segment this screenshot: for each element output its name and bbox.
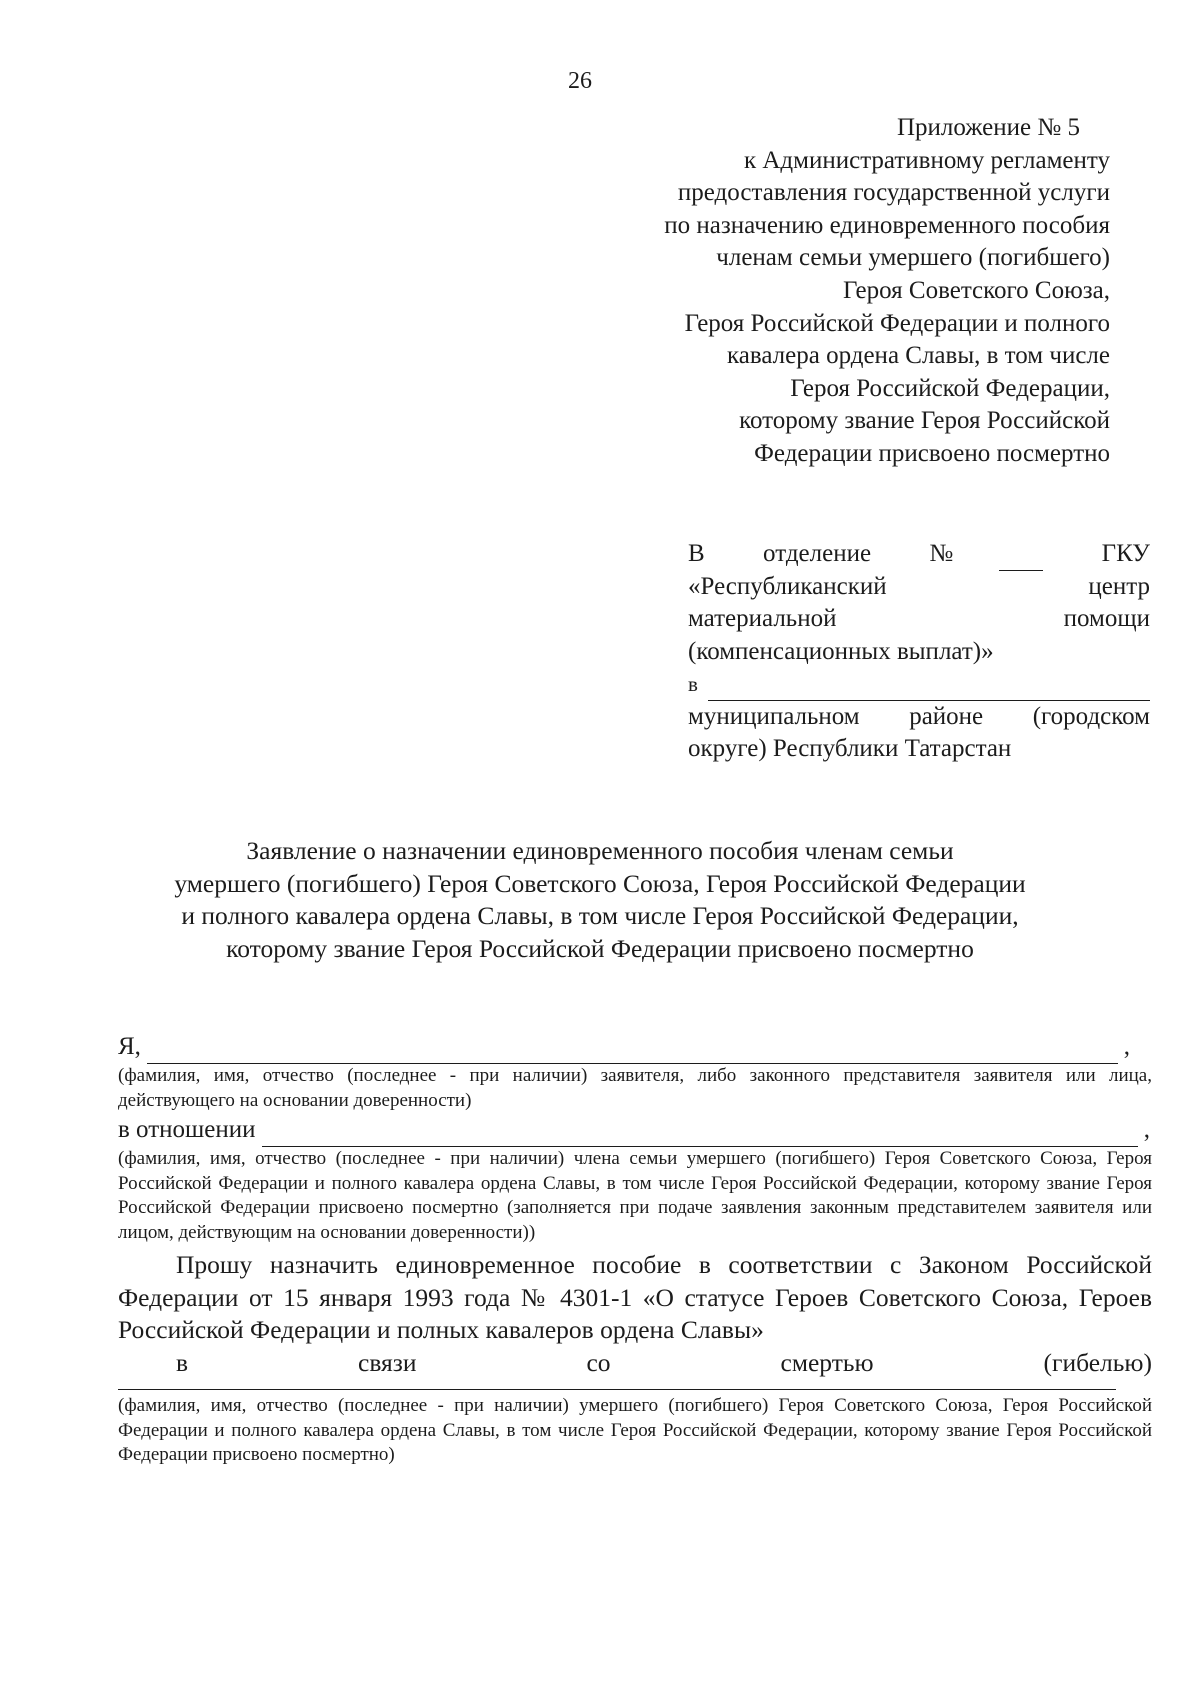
appendix-line: предоставления государственной услуги (677, 179, 1110, 207)
relation-note: (фамилия, имя, отчество (последнее - при наличии) члена семьи умершего (погибшего) Героя Советского Союза, Героя Российской Федерации и полного кавалера ордена Славы, в том числе Героя Российской Федерации, которому звание Героя Российской Федерации присвоено посмертно (заполняется при подаче заявления законным представителем заявителя или лицом, действующим на основании доверенности)) (118, 1148, 1152, 1243)
relation-comma: , (1143, 1116, 1150, 1143)
page-number: 26 (568, 68, 592, 94)
addressee-word: помощи (1063, 605, 1150, 632)
appendix-line: которому звание Героя Российской (739, 407, 1110, 435)
appendix-line: кавалера ордена Славы, в том числе (727, 342, 1110, 370)
applicant-comma: , (1123, 1033, 1130, 1060)
title-line: умершего (погибшего) Героя Советского Союза, Героя Российской Федерации (174, 868, 1026, 898)
addressee-line-6 (688, 701, 1150, 734)
addressee-word: отделение (763, 540, 872, 567)
deceased-name-field[interactable] (118, 1379, 1116, 1390)
appendix-line: к Административному регламенту (743, 146, 1110, 174)
deceased-note: (фамилия, имя, отчество (последнее - при наличии) умершего (погибшего) Героя Советского Союза, Героя Российской Федерации и полного кавалера ордена Славы, в том числе Героя Российской Федерации, которому звание Героя Российской Федерации присвоено посмертно) (118, 1395, 1152, 1465)
death-word: связи (358, 1347, 417, 1377)
addressee-word: центр (1088, 572, 1150, 600)
applicant-note: (фамилия, имя, отчество (последнее - при наличии) заявителя, либо законного представителя заявителя или лица, действующего на основании доверенности) (118, 1065, 1152, 1111)
title-line: которому звание Героя Российской Федерации присвоено посмертно (226, 933, 974, 963)
title-line: и полного кавалера ордена Славы, в том числе Героя Российской Федерации, (181, 901, 1019, 930)
application-form (118, 1030, 1152, 1468)
appendix-line: Федерации присвоено посмертно (754, 439, 1110, 467)
addressee-line-5 (688, 668, 1150, 701)
death-word: со (586, 1347, 611, 1377)
applicant-name-field[interactable] (147, 1037, 1118, 1064)
appendix-line: по назначению единовременного пособия (664, 211, 1110, 239)
addressee-block (688, 538, 1150, 766)
death-line (118, 1347, 1152, 1380)
death-word: смертью (780, 1347, 874, 1377)
addressee-line-7: округе) Республики Татарстан (688, 735, 1012, 762)
appendix-line: Приложение № 5 (896, 114, 1080, 141)
addressee-word: «Республиканский (688, 572, 887, 600)
relation-prefix: в отношении (118, 1116, 256, 1143)
addressee-word: материальной (688, 605, 837, 632)
death-word: (гибелью) (1043, 1347, 1152, 1377)
family-member-name-field[interactable] (262, 1120, 1138, 1147)
municipality-field[interactable] (708, 676, 1150, 701)
appendix-line: Героя Советского Союза, (842, 276, 1110, 304)
document-title (100, 835, 1100, 965)
addressee-line-1 (688, 538, 1150, 571)
addressee-line-4: (компенсационных выплат)» (688, 637, 994, 665)
request-text: Прошу назначить единовременное пособие в соответствии с Законом Российской Федерации от 15 января 1993 года № 4301-1 «О статусе Героев Советского Союза, Героев Российской Федерации и полных кавалеров ордена Славы» (118, 1250, 1152, 1344)
addressee-word: (городском (1032, 702, 1150, 730)
title-line: Заявление о назначении единовременного пособия членам семьи (246, 836, 954, 865)
number-sign: № (929, 540, 954, 567)
department-number-field[interactable] (999, 546, 1043, 571)
appendix-line: членам семьи умершего (погибшего) (716, 244, 1110, 272)
appendix-line: Героя Российской Федерации и полного (684, 309, 1110, 337)
addressee-line-3 (688, 603, 1150, 636)
addressee-word: муниципальном (688, 702, 860, 730)
appendix-line: Героя Российской Федерации, (790, 374, 1110, 402)
addressee-prefix: в (688, 672, 698, 696)
addressee-line-2 (688, 571, 1150, 604)
applicant-prefix: Я, (118, 1033, 141, 1060)
addressee-word: районе (909, 702, 984, 730)
addressee-word: В (688, 540, 705, 567)
applicant-row (118, 1030, 1152, 1064)
death-word: в (176, 1347, 189, 1377)
relation-row (118, 1113, 1152, 1147)
addressee-word: ГКУ (1101, 540, 1150, 567)
appendix-header (550, 112, 1110, 471)
